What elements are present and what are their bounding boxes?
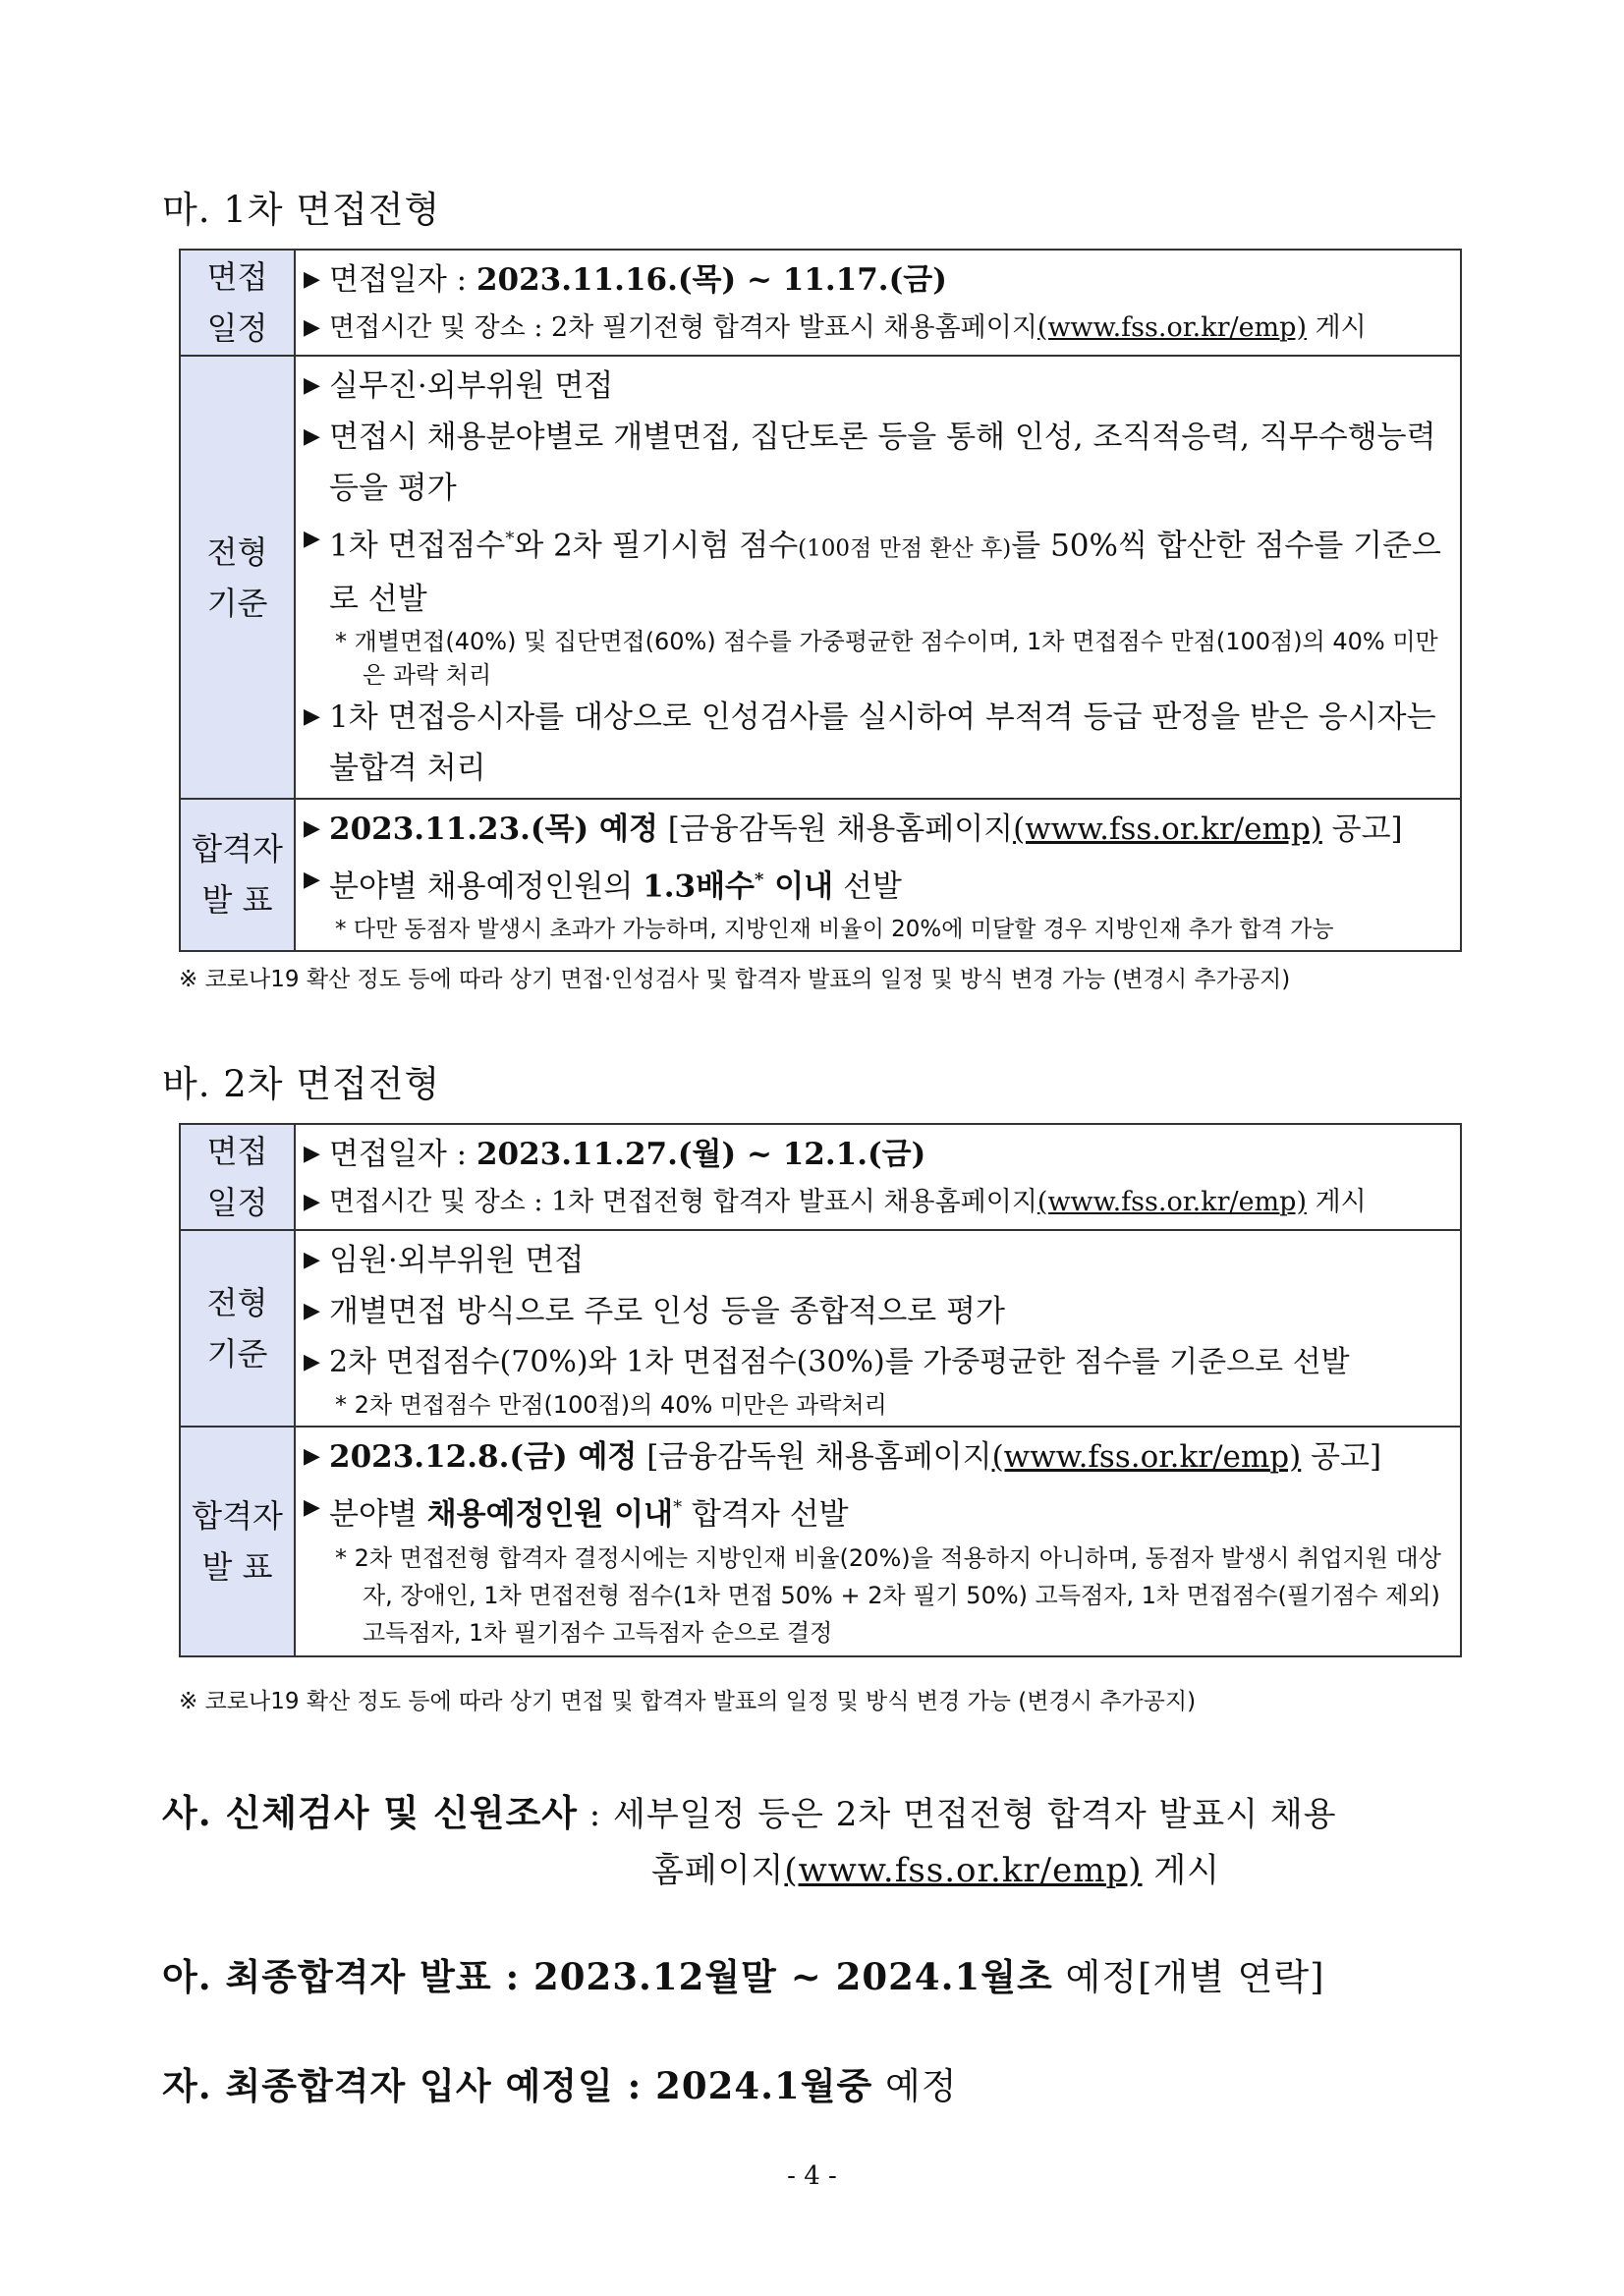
page-number: - 4 - <box>787 2161 837 2191</box>
section-ma-remark: ※ 코로나19 확산 정도 등에 따라 상기 면접·인성검사 및 합격자 발표의 일정 및 방식 변경 가능 (변경시 추가공지) <box>179 967 1291 992</box>
criteria-line: ▶ 2차 면접점수(70%)와 1차 면접점수(30%)를 가중평균한 점수를 기준으로 선발 <box>302 1337 1452 1388</box>
result-row <box>180 1427 1461 1656</box>
triangle-bullet-icon: ▶ <box>304 373 320 398</box>
section-sa: 사. 신체검사 및 신원조사 : 세부일정 등은 2차 면접전형 합격자 발표시 채용 <box>162 1791 1337 1834</box>
section-ja: 자. 최종합격자 입사 예정일 : 2024.1월중 예정 <box>162 2064 958 2107</box>
criteria-note: * 개별면접(40%) 및 집단면접(60%) 점수를 가중평균한 점수이며, 1차 면접점수 만점(100점)의 40% 미만은 과락 처리 <box>335 628 1438 690</box>
schedule-row <box>180 250 1461 356</box>
triangle-bullet-icon: ▶ <box>304 527 320 551</box>
triangle-bullet-icon: ▶ <box>304 816 320 842</box>
homepage-link[interactable]: (www.fss.or.kr/emp) <box>1036 312 1307 343</box>
homepage-link[interactable]: (www.fss.or.kr/emp) <box>1036 1187 1307 1217</box>
result-line: ▶ 2023.11.23.(목) 예정 [금융감독원 채용홈페이지(www.fss.or.kr/emp) 공고] <box>302 804 1452 855</box>
schedule-label: 면접 일정 <box>180 250 295 356</box>
criteria-line: ▶ 1차 면접응시자를 대상으로 인성검사를 실시하여 부적격 등급 판정을 받은 응시자는 불합격 처리 <box>302 692 1452 794</box>
criteria-row <box>180 356 1461 799</box>
triangle-bullet-icon: ▶ <box>304 1190 320 1214</box>
result-label: 합격자 발 표 <box>180 1427 295 1656</box>
triangle-bullet-icon: ▶ <box>304 424 320 449</box>
criteria-row <box>180 1230 1461 1427</box>
triangle-bullet-icon: ▶ <box>304 868 320 893</box>
schedule-label: 면접 일정 <box>180 1124 295 1230</box>
criteria-label: 전형 기준 <box>180 356 295 799</box>
criteria-line: ▶ 1차 면접점수*와 2차 필기시험 점수(100점 만점 환산 후)를 50%씩 합산한 점수를 기준으로 선발 <box>302 514 1452 625</box>
homepage-link[interactable]: (www.fss.or.kr/emp) <box>1013 812 1322 848</box>
schedule-line: ▶ 면접시간 및 장소 : 2차 필기전형 합격자 발표시 채용홈페이지(www.fss.or.kr/emp) 게시 <box>302 306 1452 351</box>
triangle-bullet-icon: ▶ <box>304 1444 320 1469</box>
result-label: 합격자 발 표 <box>180 799 295 950</box>
criteria-line: ▶ 개별면접 방식으로 주로 인성 등을 종합적으로 평가 <box>302 1286 1452 1337</box>
triangle-bullet-icon: ▶ <box>304 267 320 292</box>
triangle-bullet-icon: ▶ <box>304 1495 320 1520</box>
criteria-label: 전형 기준 <box>180 1230 295 1427</box>
triangle-bullet-icon: ▶ <box>304 315 320 340</box>
section-ba-remark: ※ 코로나19 확산 정도 등에 따라 상기 면접 및 합격자 발표의 일정 및 방식 변경 가능 (변경시 추가공지) <box>179 1689 1197 1714</box>
result-note: * 2차 면접전형 합격자 결정시에는 지방인재 비율(20%)을 적용하지 아니하며, 동점자 발생시 취업지원 대상자, 장애인, 1차 면접전형 점수(1차 면접 50% + 2차 필기 50%) 고득점자, 1차 면접점수(필기점수 제외) 고득점자, 1차 필기점수 고득점자 순으로 결정 <box>335 1544 1441 1648</box>
triangle-bullet-icon: ▶ <box>304 1142 320 1166</box>
schedule-line: ▶ 면접일자 : 2023.11.27.(월) ~ 12.1.(금) <box>302 1129 1452 1180</box>
homepage-link[interactable]: (www.fss.or.kr/emp) <box>784 1851 1143 1890</box>
triangle-bullet-icon: ▶ <box>304 1299 320 1323</box>
criteria-line: ▶ 실무진·외부위원 면접 <box>302 361 1452 412</box>
section-ma-title: 마. 1차 면접전형 <box>162 189 441 231</box>
section-ba-title: 바. 2차 면접전형 <box>162 1063 441 1105</box>
section-a: 아. 최종합격자 발표 : 2023.12월말 ~ 2024.1월초 예정[개별 연락] <box>162 1955 1325 1998</box>
result-line: ▶ 분야별 채용예정인원 이내* 합격자 선발 <box>302 1483 1452 1540</box>
homepage-link[interactable]: (www.fss.or.kr/emp) <box>991 1439 1302 1475</box>
schedule-line: ▶ 면접시간 및 장소 : 1차 면접전형 합격자 발표시 채용홈페이지(www.fss.or.kr/emp) 게시 <box>302 1180 1452 1225</box>
schedule-row <box>180 1124 1461 1230</box>
triangle-bullet-icon: ▶ <box>304 1248 320 1272</box>
criteria-line: ▶ 면접시 채용분야별로 개별면접, 집단토론 등을 통해 인성, 조직적응력, 직무수행능력 등을 평가 <box>302 412 1452 514</box>
result-line: ▶ 분야별 채용예정인원의 1.3배수* 이내 선발 <box>302 855 1452 912</box>
section-ma-table <box>179 249 1462 952</box>
result-row <box>180 799 1461 950</box>
triangle-bullet-icon: ▶ <box>304 704 320 730</box>
section-sa-continued: 홈페이지(www.fss.or.kr/emp) 게시 <box>651 1851 1221 1890</box>
schedule-line: ▶ 면접일자 : 2023.11.16.(목) ~ 11.17.(금) <box>302 254 1452 306</box>
triangle-bullet-icon: ▶ <box>304 1350 320 1374</box>
criteria-line: ▶ 임원·외부위원 면접 <box>302 1235 1452 1286</box>
result-note: * 다만 동점자 발생시 초과가 가능하며, 지방인재 비율이 20%에 미달할 경우 지방인재 추가 합격 가능 <box>335 916 1334 942</box>
criteria-note: * 2차 면접점수 만점(100점)의 40% 미만은 과락처리 <box>335 1391 887 1419</box>
section-ba-table <box>179 1123 1462 1657</box>
result-line: ▶ 2023.12.8.(금) 예정 [금융감독원 채용홈페이지(www.fss.or.kr/emp) 공고] <box>302 1431 1452 1483</box>
